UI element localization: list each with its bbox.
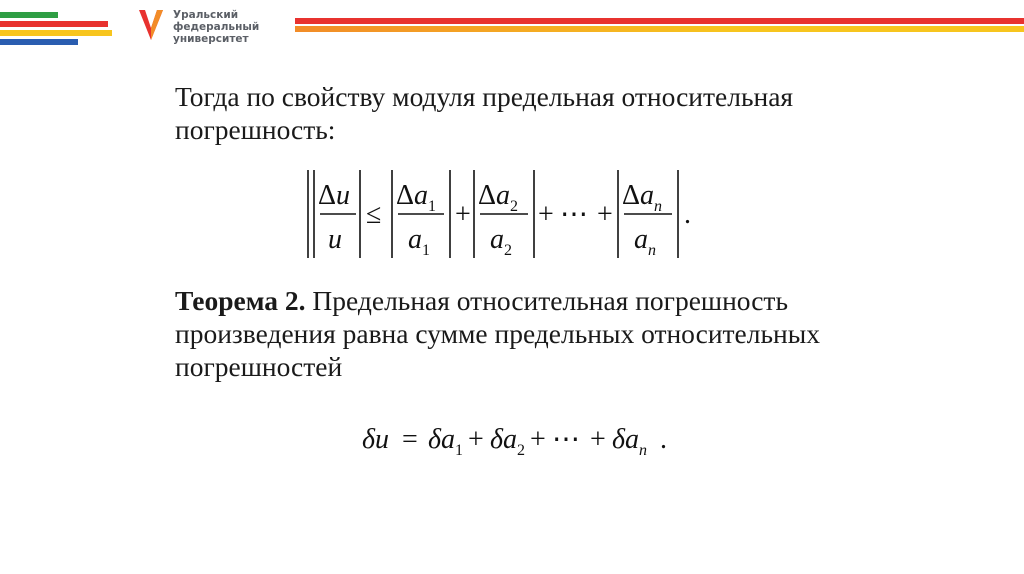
svg-text:Δa1: $\Delta a_1$ xyxy=(396,180,437,215)
sym-delta: Δ xyxy=(318,180,337,211)
svg-text:δa1: $\delta a_1$ xyxy=(428,424,464,459)
header-stripes-right xyxy=(295,18,1024,32)
svg-text:δan: $\delta a_n$ xyxy=(612,424,648,459)
relative-error-inequality xyxy=(300,164,710,264)
logo-line-3: университет xyxy=(173,33,249,45)
header-stripes-left xyxy=(0,12,112,48)
svg-text:Δa2: $\Delta a_2$ xyxy=(478,180,519,215)
urfu-logo xyxy=(137,8,277,48)
svg-text:⋯: ⋯ xyxy=(552,424,580,455)
logo-text xyxy=(173,9,283,45)
svg-text:Δu xyxy=(318,180,350,211)
logo-line-2: федеральный xyxy=(173,21,260,33)
svg-text:an: $a_n$ xyxy=(634,224,656,259)
svg-text:a1: $a_1$ xyxy=(408,224,430,259)
svg-text:δa2: $\delta a_2$ xyxy=(490,424,526,459)
logo-line-1: Уральский xyxy=(173,9,239,21)
svg-text:.: . xyxy=(660,424,667,455)
sym-plus-2: + xyxy=(538,199,554,230)
sym-plus-3: + xyxy=(597,199,613,230)
svg-text:Δan: $\Delta a_n$ xyxy=(622,180,663,215)
lhs: δu xyxy=(362,424,390,455)
svg-text:+: + xyxy=(468,424,484,455)
theorem-paragraph xyxy=(175,284,935,383)
sym-u-den: u xyxy=(328,224,342,255)
theorem-text: Предельная относительная погрешность произведения равна сумме предельных относительных погрешностей xyxy=(175,285,820,382)
intro-text: Тогда по свойству модуля предельная относительная погрешность: xyxy=(175,81,794,145)
sym-u: u xyxy=(336,180,351,211)
svg-text:δu xyxy=(362,424,389,455)
svg-text:+: + xyxy=(530,424,546,455)
urfu-logo-mark-icon xyxy=(137,8,165,46)
sym-dots: ⋯ xyxy=(560,199,588,230)
sym-period: . xyxy=(684,199,691,230)
sym-leq: ≤ xyxy=(366,199,382,230)
product-error-formula xyxy=(362,418,682,462)
theorem-label: Теорема 2. xyxy=(175,285,306,316)
eq-sign: = xyxy=(402,424,418,455)
sym-plus-1: + xyxy=(455,199,471,230)
svg-text:a2: $a_2$ xyxy=(490,224,512,259)
svg-text:+: + xyxy=(590,424,606,455)
